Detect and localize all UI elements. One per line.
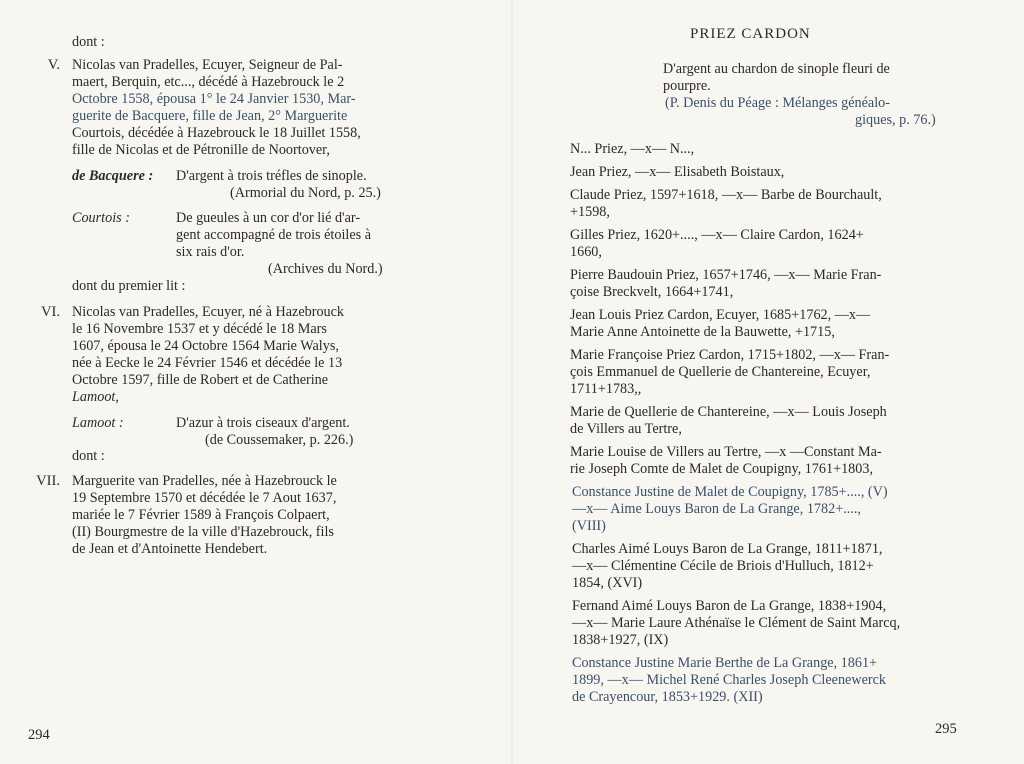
intro-dont: dont : bbox=[72, 34, 105, 50]
entry-v-line: maert, Berquin, etc..., décédé à Hazebrouck le 2 bbox=[72, 74, 345, 90]
genealogy-line: Charles Aimé Louys Baron de La Grange, 1811+1871, bbox=[572, 541, 883, 557]
entry-number-vii: VII. bbox=[36, 473, 60, 489]
genealogy-line: +1598, bbox=[570, 204, 610, 220]
genealogy-line: çois Emmanuel de Quellerie de Chantereine, Ecuyer, bbox=[570, 364, 871, 380]
arms-line: De gueules à un cor d'or lié d'ar- bbox=[176, 210, 361, 226]
page-title: PRIEZ CARDON bbox=[690, 26, 811, 42]
entry-vi-line: 1607, épousa le 24 Octobre 1564 Marie Walys, bbox=[72, 338, 339, 354]
genealogy-line: Marie Françoise Priez Cardon, 1715+1802, —x— Fran- bbox=[570, 347, 890, 363]
source-line: giques, p. 76.) bbox=[855, 112, 936, 128]
blazon-line: pourpre. bbox=[663, 78, 711, 94]
genealogy-line: Constance Justine de Malet de Coupigny, 1785+...., (V) bbox=[572, 484, 888, 500]
genealogy-line: 1711+1783,, bbox=[570, 381, 642, 397]
arms-line: D'azur à trois ciseaux d'argent. bbox=[176, 415, 350, 431]
genealogy-line: de Villers au Tertre, bbox=[570, 421, 682, 437]
entry-vi-line: Lamoot, bbox=[72, 389, 119, 405]
genealogy-line: N... Priez, —x— N..., bbox=[570, 141, 695, 157]
genealogy-line: Pierre Baudouin Priez, 1657+1746, —x— Marie Fran- bbox=[570, 267, 882, 283]
entry-vii-line: de Jean et d'Antoinette Hendebert. bbox=[72, 541, 268, 557]
arms-source: (de Coussemaker, p. 226.) bbox=[205, 432, 354, 448]
entry-vi-line: Nicolas van Pradelles, Ecuyer, né à Hazebrouck bbox=[72, 304, 345, 320]
entry-vi-line: le 16 Novembre 1537 et y décédé le 18 Mars bbox=[72, 321, 327, 337]
genealogy-line: Gilles Priez, 1620+...., —x— Claire Cardon, 1624+ bbox=[570, 227, 864, 243]
entry-vii-line: (II) Bourgmestre de la ville d'Hazebrouck, fils bbox=[72, 524, 334, 540]
genealogy-line: Marie Anne Antoinette de la Bauwette, +1715, bbox=[570, 324, 835, 340]
genealogy-line: (VIII) bbox=[572, 518, 606, 534]
arms-label: Courtois : bbox=[72, 210, 130, 226]
page-number-right: 295 bbox=[935, 721, 957, 737]
source-line: (P. Denis du Péage : Mélanges généalo- bbox=[665, 95, 890, 111]
arms-source: (Archives du Nord.) bbox=[268, 261, 383, 277]
entry-vii-line: 19 Septembre 1570 et décédée le 7 Aout 1637, bbox=[72, 490, 337, 506]
genealogy-line: Marie Louise de Villers au Tertre, —x —Constant Ma- bbox=[570, 444, 882, 460]
genealogy-line: Jean Priez, —x— Elisabeth Boistaux, bbox=[570, 164, 785, 180]
dont-2: dont : bbox=[72, 448, 105, 464]
entry-vi-line: née à Eecke le 24 Février 1546 et décédée le 13 bbox=[72, 355, 343, 371]
entry-v-line: Courtois, décédée à Hazebrouck le 18 Juillet 1558, bbox=[72, 125, 361, 141]
genealogy-line: Claude Priez, 1597+1618, —x— Barbe de Bourchault, bbox=[570, 187, 882, 203]
genealogy-line: Fernand Aimé Louys Baron de La Grange, 1838+1904, bbox=[572, 598, 887, 614]
entry-v-line: Nicolas van Pradelles, Ecuyer, Seigneur de Pal- bbox=[72, 57, 343, 73]
genealogy-line: çoise Breckvelt, 1664+1741, bbox=[570, 284, 734, 300]
genealogy-line: —x— Marie Laure Athénaïse le Clément de Saint Marcq, bbox=[572, 615, 901, 631]
genealogy-line: 1899, —x— Michel René Charles Joseph Cleenewerck bbox=[572, 672, 887, 688]
page-number-left: 294 bbox=[28, 727, 50, 743]
entry-vi-line: Octobre 1597, fille de Robert et de Catherine bbox=[72, 372, 329, 388]
genealogy-line: —x— Clémentine Cécile de Briois d'Hulluch, 1812+ bbox=[572, 558, 874, 574]
entry-v-line: Octobre 1558, épousa 1° le 24 Janvier 1530, Mar- bbox=[72, 91, 356, 107]
genealogy-line: Jean Louis Priez Cardon, Ecuyer, 1685+1762, —x— bbox=[570, 307, 871, 323]
genealogy-line: —x— Aime Louys Baron de La Grange, 1782+...., bbox=[572, 501, 861, 517]
entry-v-line: guerite de Bacquere, fille de Jean, 2° Marguerite bbox=[72, 108, 348, 124]
genealogy-line: Marie de Quellerie de Chantereine, —x— Louis Joseph bbox=[570, 404, 887, 420]
entry-vii-line: mariée le 7 Février 1589 à François Colpaert, bbox=[72, 507, 330, 523]
blazon-line: D'argent au chardon de sinople fleuri de bbox=[663, 61, 890, 77]
genealogy-line: rie Joseph Comte de Malet de Coupigny, 1761+1803, bbox=[570, 461, 874, 477]
genealogy-line: de Crayencour, 1853+1929. (XII) bbox=[572, 689, 763, 705]
entry-number-vi: VI. bbox=[40, 304, 60, 320]
arms-source: (Armorial du Nord, p. 25.) bbox=[230, 185, 381, 201]
entry-v-line: fille de Nicolas et de Pétronille de Noortover, bbox=[72, 142, 330, 158]
arms-line: six rais d'or. bbox=[176, 244, 245, 260]
arms-label: de Bacquere : bbox=[72, 168, 154, 184]
entry-number-v: V. bbox=[47, 57, 60, 73]
genealogy-line: 1854, (XVI) bbox=[572, 575, 643, 591]
arms-line: D'argent à trois tréfles de sinople. bbox=[176, 168, 367, 184]
arms-line: gent accompagné de trois étoiles à bbox=[176, 227, 372, 243]
entry-vii-line: Marguerite van Pradelles, née à Hazebrouck le bbox=[72, 473, 337, 489]
dont-premier-lit: dont du premier lit : bbox=[72, 278, 186, 294]
genealogy-line: Constance Justine Marie Berthe de La Grange, 1861+ bbox=[572, 655, 878, 671]
arms-label: Lamoot : bbox=[72, 415, 124, 431]
genealogy-line: 1838+1927, (IX) bbox=[572, 632, 669, 648]
genealogy-line: 1660, bbox=[570, 244, 602, 260]
